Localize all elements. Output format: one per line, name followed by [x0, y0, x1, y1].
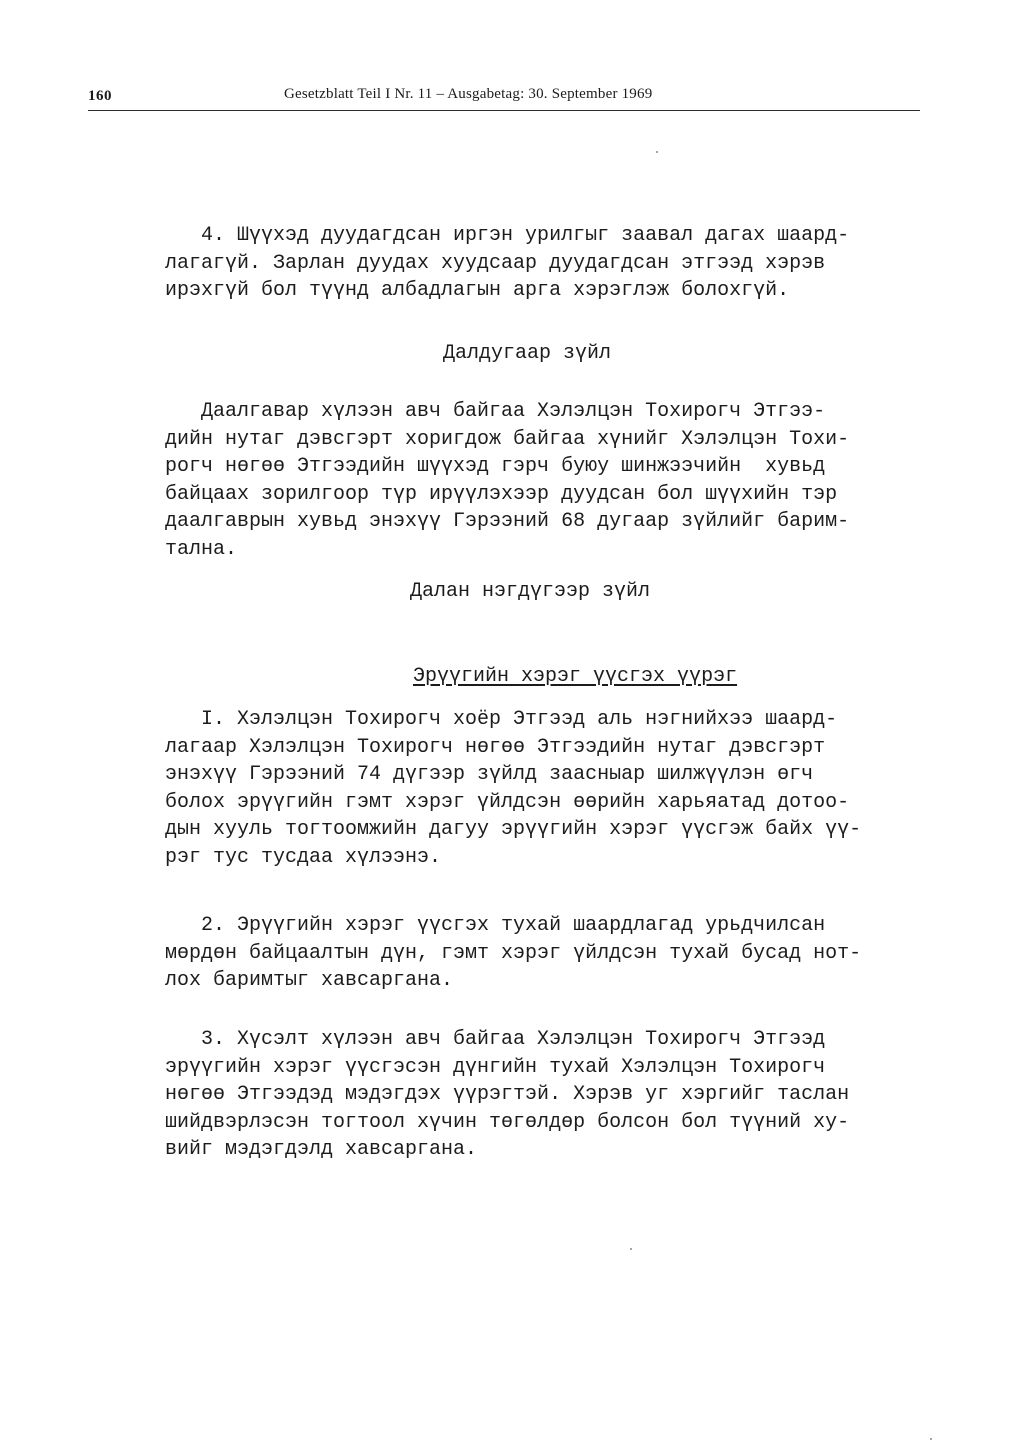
header-rule [88, 110, 920, 111]
article-70-text: Даалгавар хүлээн авч байгаа Хэлэлцэн Тохирогч Этгээ- дийн нутаг дэвсгэрт хоригдож байгаа хүнийг Хэлэлцэн Тохи- рогч нөгөө Этгээдийн шүүхэд гэрч буюу шинжээчийн хувьд байцаах зорилгоор түр ирүүлэхээр дуудсан бол шүүхийн тэр даалгаврын хувьд энэхүү Гэрээний 68 дугаар зүйлийг барим- тална. [165, 400, 850, 561]
paragraph-4: 4. Шүүхэд дуудагдсан иргэн урилгыг заавал дагах шаард- лагагүй. Зарлан дуудах хуудсаар дуудагдсан этгээд хэрэв ирэхгүй бол түүнд албадлагын арга хэрэглэж болохгүй. [165, 224, 850, 303]
article-71-subtitle-text: Эрүүгийн хэрэг үүсгэх үүрэг [413, 665, 738, 688]
article-71-subtitle [365, 636, 737, 717]
scan-speck [930, 1438, 932, 1440]
scan-speck [656, 151, 658, 153]
article-71-heading: Далан нэгдүгээр зүйл [410, 580, 651, 603]
article-70-heading: Далдугаар зүйл [443, 342, 612, 365]
article-71-item-3: 3. Хүсэлт хүлээн авч байгаа Хэлэлцэн Тохирогч Этгээд эрүүгийн хэрэг үүсгэсэн дүнгийн тухай Хэлэлцэн Тохирогч нөгөө Этгээдэд мэдэгдэх үүрэгтэй. Хэрэв уг хэргийг таслан шийдвэрлэсэн тогтоол хүчин төгөлдөр болсон бол түүний ху- вийг мэдэгдэлд хавсаргана. [165, 1028, 850, 1162]
running-title: Gesetzblatt Teil I Nr. 11 – Ausgabetag: 30. September 1969 [284, 86, 653, 102]
article-71-item-1: I. Хэлэлцэн Тохирогч хоёр Этгээд аль нэгнийхээ шаард- лагаар Хэлэлцэн Тохирогч нөгөө Этгээдийн нутаг дэвсгэрт энэхүү Гэрээний 74 дүгээр зүйлд заасныар шилжүүлэн өгч болох эрүүгийн гэмт хэрэг үйлдсэн өөрийн харьяатад дотоо- дын хууль тогтоомжийн дагуу эрүүгийн хэрэг үүсгэж байх үү- рэг тус тусдаа хүлээнэ. [165, 708, 862, 869]
running-head [88, 80, 920, 108]
scan-speck [630, 1248, 632, 1250]
page-number: 160 [88, 88, 112, 104]
article-71-item-2: 2. Эрүүгийн хэрэг үүсгэх тухай шаардлагад урьдчилсан мөрдөн байцаалтын дүн, гэмт хэрэг үйлдсэн тухай бусад нот- лох баримтыг хавсаргана. [165, 914, 862, 993]
